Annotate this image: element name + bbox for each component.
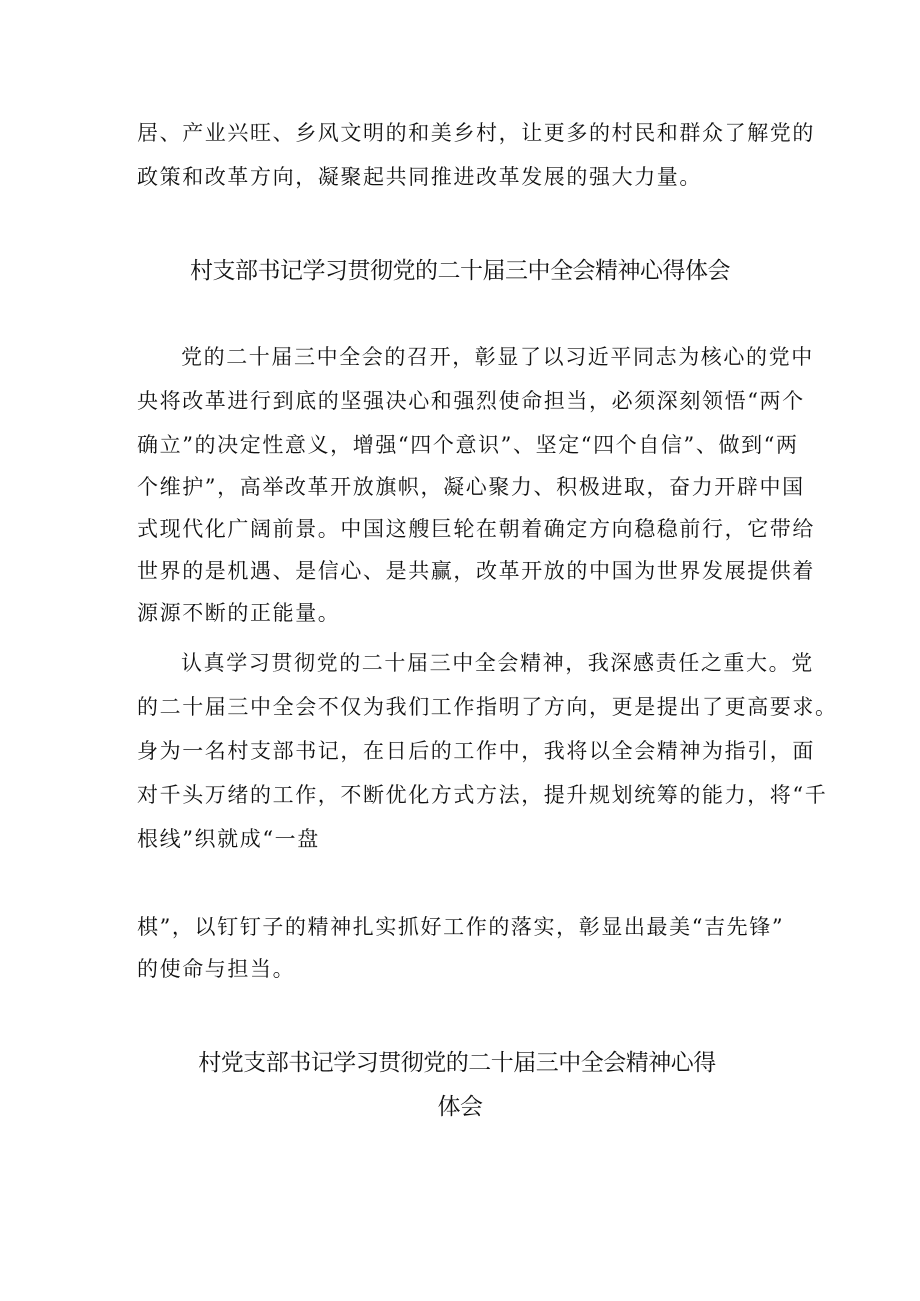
text-line: 确立”的决定性意义，增强“四个意识”、坚定“四个自信”、做到“两 [137, 433, 799, 457]
text-line: 身为一名村支部书记，在日后的工作中，我将以全会精神为指引，面 [137, 739, 815, 763]
text-line: 根线”织就成“一盘 [137, 827, 320, 851]
text-line: 认真学习贯彻党的二十届三中全会精神，我深感责任之重大。党 [181, 651, 814, 675]
text-line: 棋”，以钉钉子的精神扎实抓好工作的落实，彰显出最美“吉先锋” [137, 915, 785, 939]
section-title: 村支部书记学习贯彻党的二十届三中全会精神心得体会 [190, 258, 730, 284]
text-line: 世界的是机遇、是信心、是共赢，改革开放的中国为世界发展提供着 [137, 559, 815, 583]
text-line: 党的二十届三中全会的召开，彰显了以习近平同志为核心的党中 [181, 345, 814, 369]
text-line: 个维护”，高举改革开放旗帜，凝心聚力、积极进取，奋力开辟中国 [137, 475, 805, 499]
text-line: 源源不断的正能量。 [137, 601, 341, 625]
text-line: 对千头万绪的工作，不断优化方式方法，提升规划统筹的能力，将“千 [137, 783, 828, 807]
text-line: 居、产业兴旺、乡风文明的和美乡村，让更多的村民和群众了解党的 [137, 121, 815, 145]
text-line: 央将改革进行到底的坚强决心和强烈使命担当，必须深刻领悟“两个 [137, 389, 805, 413]
text-line: 式现代化广阔前景。中国这艘巨轮在朝着确定方向稳稳前行，它带给 [137, 517, 815, 541]
section-title: 村党支部书记学习贯彻党的二十届三中全会精神心得 [198, 1050, 716, 1076]
text-line: 政策和改革方向，凝聚起共同推进改革发展的强大力量。 [137, 165, 702, 189]
text-line: 的二十届三中全会不仅为我们工作指明了方向，更是提出了更高要求。 [137, 695, 838, 719]
text-line: 的使命与担当。 [137, 957, 296, 981]
section-title-continued: 体会 [437, 1094, 483, 1120]
